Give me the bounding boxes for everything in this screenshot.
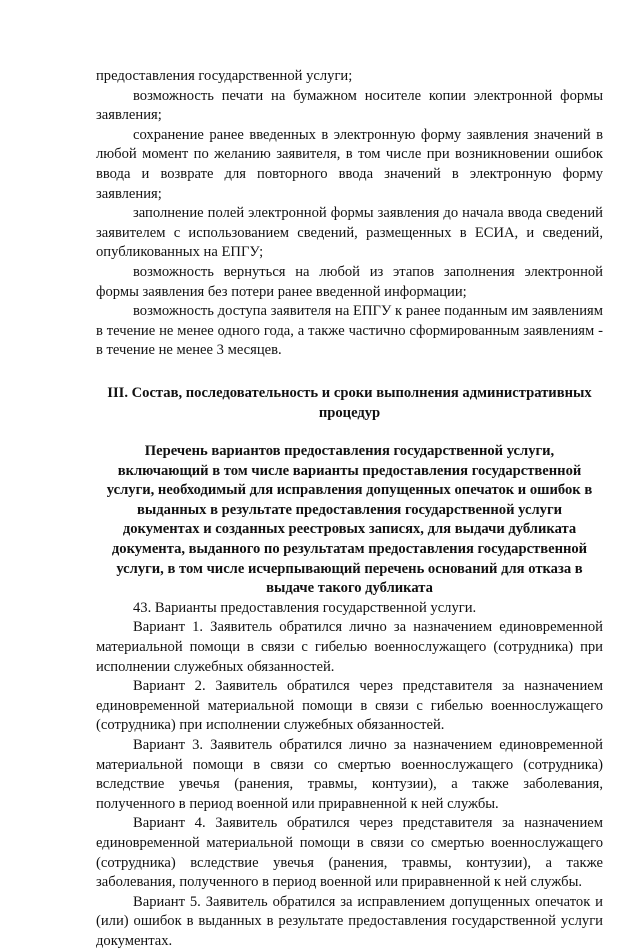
paragraph-print-copy: возможность печати на бумажном носителе копии электронной формы заявления; xyxy=(96,87,603,124)
paragraph-prefill-fields: заполнение полей электронной формы заявления до начала ввода сведений заявителем с использованием сведений, размещенных в ЕСИА, и сведений, опубликованных на ЕПГУ; xyxy=(96,205,603,261)
paragraph-return-to-step: возможность вернуться на любой из этапов заполнения электронной формы заявления без потери ранее введенной информации; xyxy=(96,263,603,300)
variant-2: Вариант 2. Заявитель обратился через представителя за назначением единовременной материальной помощи в связи с гибелью военнослужащего (сотрудника) при исполнении служебных обязанностей. xyxy=(96,678,603,734)
paragraph-save-values: сохранение ранее введенных в электронную форму заявления значений в любой момент по желанию заявителя, в том числе при возникновении ошибок ввода и возврате для повторного ввода значений в электронную форму заявления; xyxy=(96,126,603,202)
paragraph-access-applications: возможность доступа заявителя на ЕПГУ к ранее поданным им заявлениям в течение не менее одного года, а также частично сформированным заявлениям - в течение не менее 3 месяцев. xyxy=(96,303,603,359)
subsection-title: Перечень вариантов предоставления государственной услуги, включающий в том числе варианты предоставления государственной услуги, необходимый для исправления допущенных опечаток и ошибок в выданных в результате предоставления государственной услуги документах и созданных реестровых записях, для выдачи дубликата документа, выданного по результатам предоставления государственной услуги, в том числе исчерпывающий перечень оснований для отказа в выдаче такого дубликата xyxy=(106,443,593,597)
item-43: 43. Варианты предоставления государственной услуги. xyxy=(133,599,477,616)
variant-5: Вариант 5. Заявитель обратился за исправлением допущенных опечаток и (или) ошибок в выданных в результате предоставления государственной услуги документах. xyxy=(96,893,603,949)
variant-4: Вариант 4. Заявитель обратился через представителя за назначением единовременной материальной помощи в связи со смертью военнослужащего (сотрудника) вследствие увечья (ранения, травмы, контузии), а также заболевания, полученного в период военной или приравненной к ней службы. xyxy=(96,815,603,891)
paragraph-continuation: предоставления государственной услуги; xyxy=(96,68,353,84)
variant-3: Вариант 3. Заявитель обратился лично за назначением единовременной материальной помощи в связи со смертью военнослужащего (сотрудника) вследствие увечья (ранения, травмы, контузии), а также заболевания, полученного в период военной или приравненной к ней службы. xyxy=(96,737,603,812)
section-title: III. Состав, последовательность и сроки выполнения административных процедур xyxy=(107,384,592,421)
variant-1: Вариант 1. Заявитель обратился лично за назначением единовременной материальной помощи в связи с гибелью военнослужащего (сотрудника) при исполнении служебных обязанностей. xyxy=(96,619,603,675)
